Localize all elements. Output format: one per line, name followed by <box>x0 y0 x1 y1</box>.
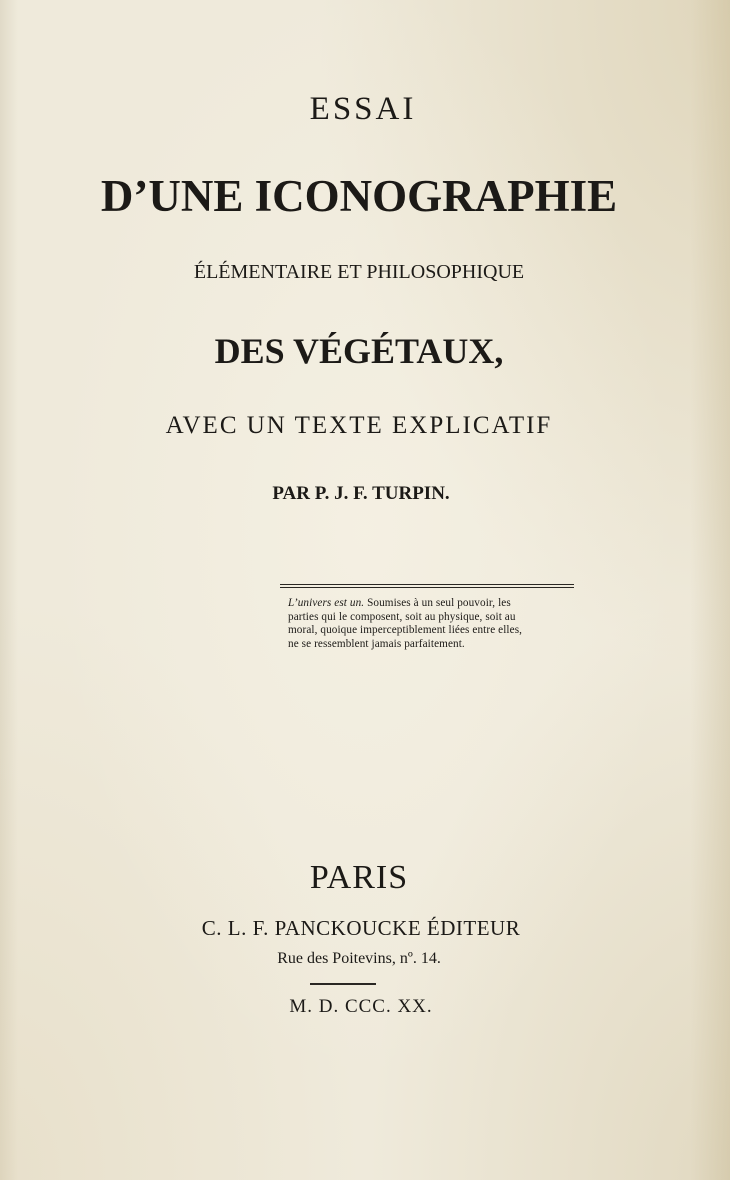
author-line: PAR P. J. F. TURPIN. <box>272 483 450 504</box>
imprint-date: M. D. CCC. XX. <box>289 996 433 1017</box>
imprint-city: PARIS <box>309 859 409 896</box>
title-line-vegetaux: DES VÉGÉTAUX, <box>214 331 504 371</box>
title-line-iconographie: D’UNE ICONOGRAPHIE <box>100 171 618 221</box>
epigraph-rule <box>280 584 574 585</box>
epigraph-line-3: moral, quoique imperceptiblement liées entre elles, <box>288 624 523 636</box>
epigraph-line-2: parties qui le composent, soit au physique, soit au <box>288 610 516 623</box>
epigraph-italic: L’univers est un. <box>288 597 365 609</box>
title-line-essai: ESSAI <box>309 91 417 127</box>
imprint-rule <box>310 983 376 985</box>
epigraph-line-4: ne se ressemblent jamais parfaitement. <box>288 637 465 650</box>
epigraph-line-1 <box>288 597 574 611</box>
title-line-elementaire: ÉLÉMENTAIRE ET PHILOSOPHIQUE <box>193 261 525 283</box>
epigraph <box>288 597 574 651</box>
imprint-address: Rue des Poitevins, nº. 14. <box>277 950 441 967</box>
epigraph-rule-thin <box>280 587 574 588</box>
imprint-publisher: C. L. F. PANCKOUCKE ÉDITEUR <box>201 916 521 940</box>
title-line-avec-texte: AVEC UN TEXTE EXPLICATIF <box>165 412 553 439</box>
epigraph-line-1-text: Soumises à un seul pouvoir, les <box>364 597 511 609</box>
